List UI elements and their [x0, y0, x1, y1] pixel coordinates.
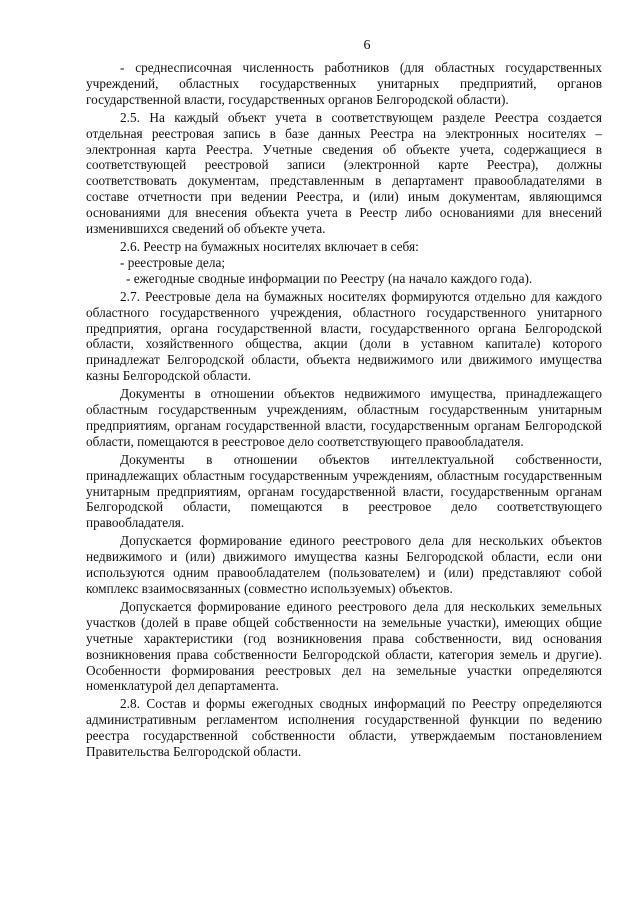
list-item-annual-summaries: - ежегодные сводные информации по Реестру (на начало каждого года).: [126, 270, 533, 286]
paragraph-2-7: 2.7. Реестровые дела на бумажных носителях формируются отдельно для каждого областного государственного учреждения, областного государственного унитарного предприятия, органа государственной власти, государственного органа Белгородской области, хозяйственного общества, акции (доли в уставном капитале) которого принадлежат Белгородской области, объекта недвижимого или движимого имущества казны Белгородской области.: [86, 288, 602, 384]
paragraph-single-file-treasury: Допускается формирование единого реестрового дела для нескольких объектов недвижимого и (или) движимого имущества казны Белгородской области, если они используются одним правообладателем (пользователем) и (или) представляют собой комплекс взаимосвязанных (совместно используемых) объектов.: [86, 533, 602, 596]
paragraph-intellectual-property-documents: Документы в отношении объектов интеллектуальной собственности, принадлежащих областным государственным учреждениям, областным государственным унитарным предприятиям, органам государственной власти, государственным органам Белгородской области, помещаются в реестровое дело соответствующего правообладателя.: [86, 451, 602, 531]
page-number: 6: [363, 38, 371, 53]
paragraph-real-estate-documents: Документы в отношении объектов недвижимого имущества, принадлежащего областным государственным учреждениям, областным государственным унитарным предприятиям, органам государственной власти, государственным органам Белгородской области, помещаются в реестровое дело соответствующего правообладателя.: [86, 386, 602, 449]
paragraph-2-5: 2.5. На каждый объект учета в соответствующем разделе Реестра создается отдельная реестровая запись в базе данных Реестра на электронных носителях – электронная карта Реестра. Учетные сведения об объекте учета, содержащиеся в соответствующей реестровой записи (электронной карте Реестра), должны соответствовать документам, представленным в департамент правообладателями в составе отчетности при ведении Реестра, и (или) иным документам, являющимся основаниями для внесения объекта учета в Реестр либо основаниями для внесений изменившихся сведений об объекте учета.: [86, 109, 602, 237]
paragraph-2-8: 2.8. Состав и формы ежегодных сводных информаций по Реестру определяются административным регламентом исполнения государственной функции по ведению реестра государственной собственности области, утверждаемым постановлением Правительства Белгородской области.: [86, 696, 602, 760]
paragraph-headcount: - среднесписочная численность работников (для областных государственных учреждений, областных государственных унитарных предприятий, органов государственной власти, государственных органов Белгородской области).: [86, 60, 602, 107]
paragraph-2-6: 2.6. Реестр на бумажных носителях включает в себя:: [120, 238, 419, 254]
paragraph-single-file-land-plots: Допускается формирование единого реестрового дела для нескольких земельных участков (долей в праве общей собственности на земельные участки), имеющих общие учетные характеристики (год возникновения права собственности, вид основания возникновения права собственности Белгородской области, категория земель и другие). Особенности формирования реестровых дел на земельные участки определяются номенклатурой дел департамента.: [86, 598, 602, 694]
list-item-registry-files: - реестровые дела;: [120, 254, 226, 270]
